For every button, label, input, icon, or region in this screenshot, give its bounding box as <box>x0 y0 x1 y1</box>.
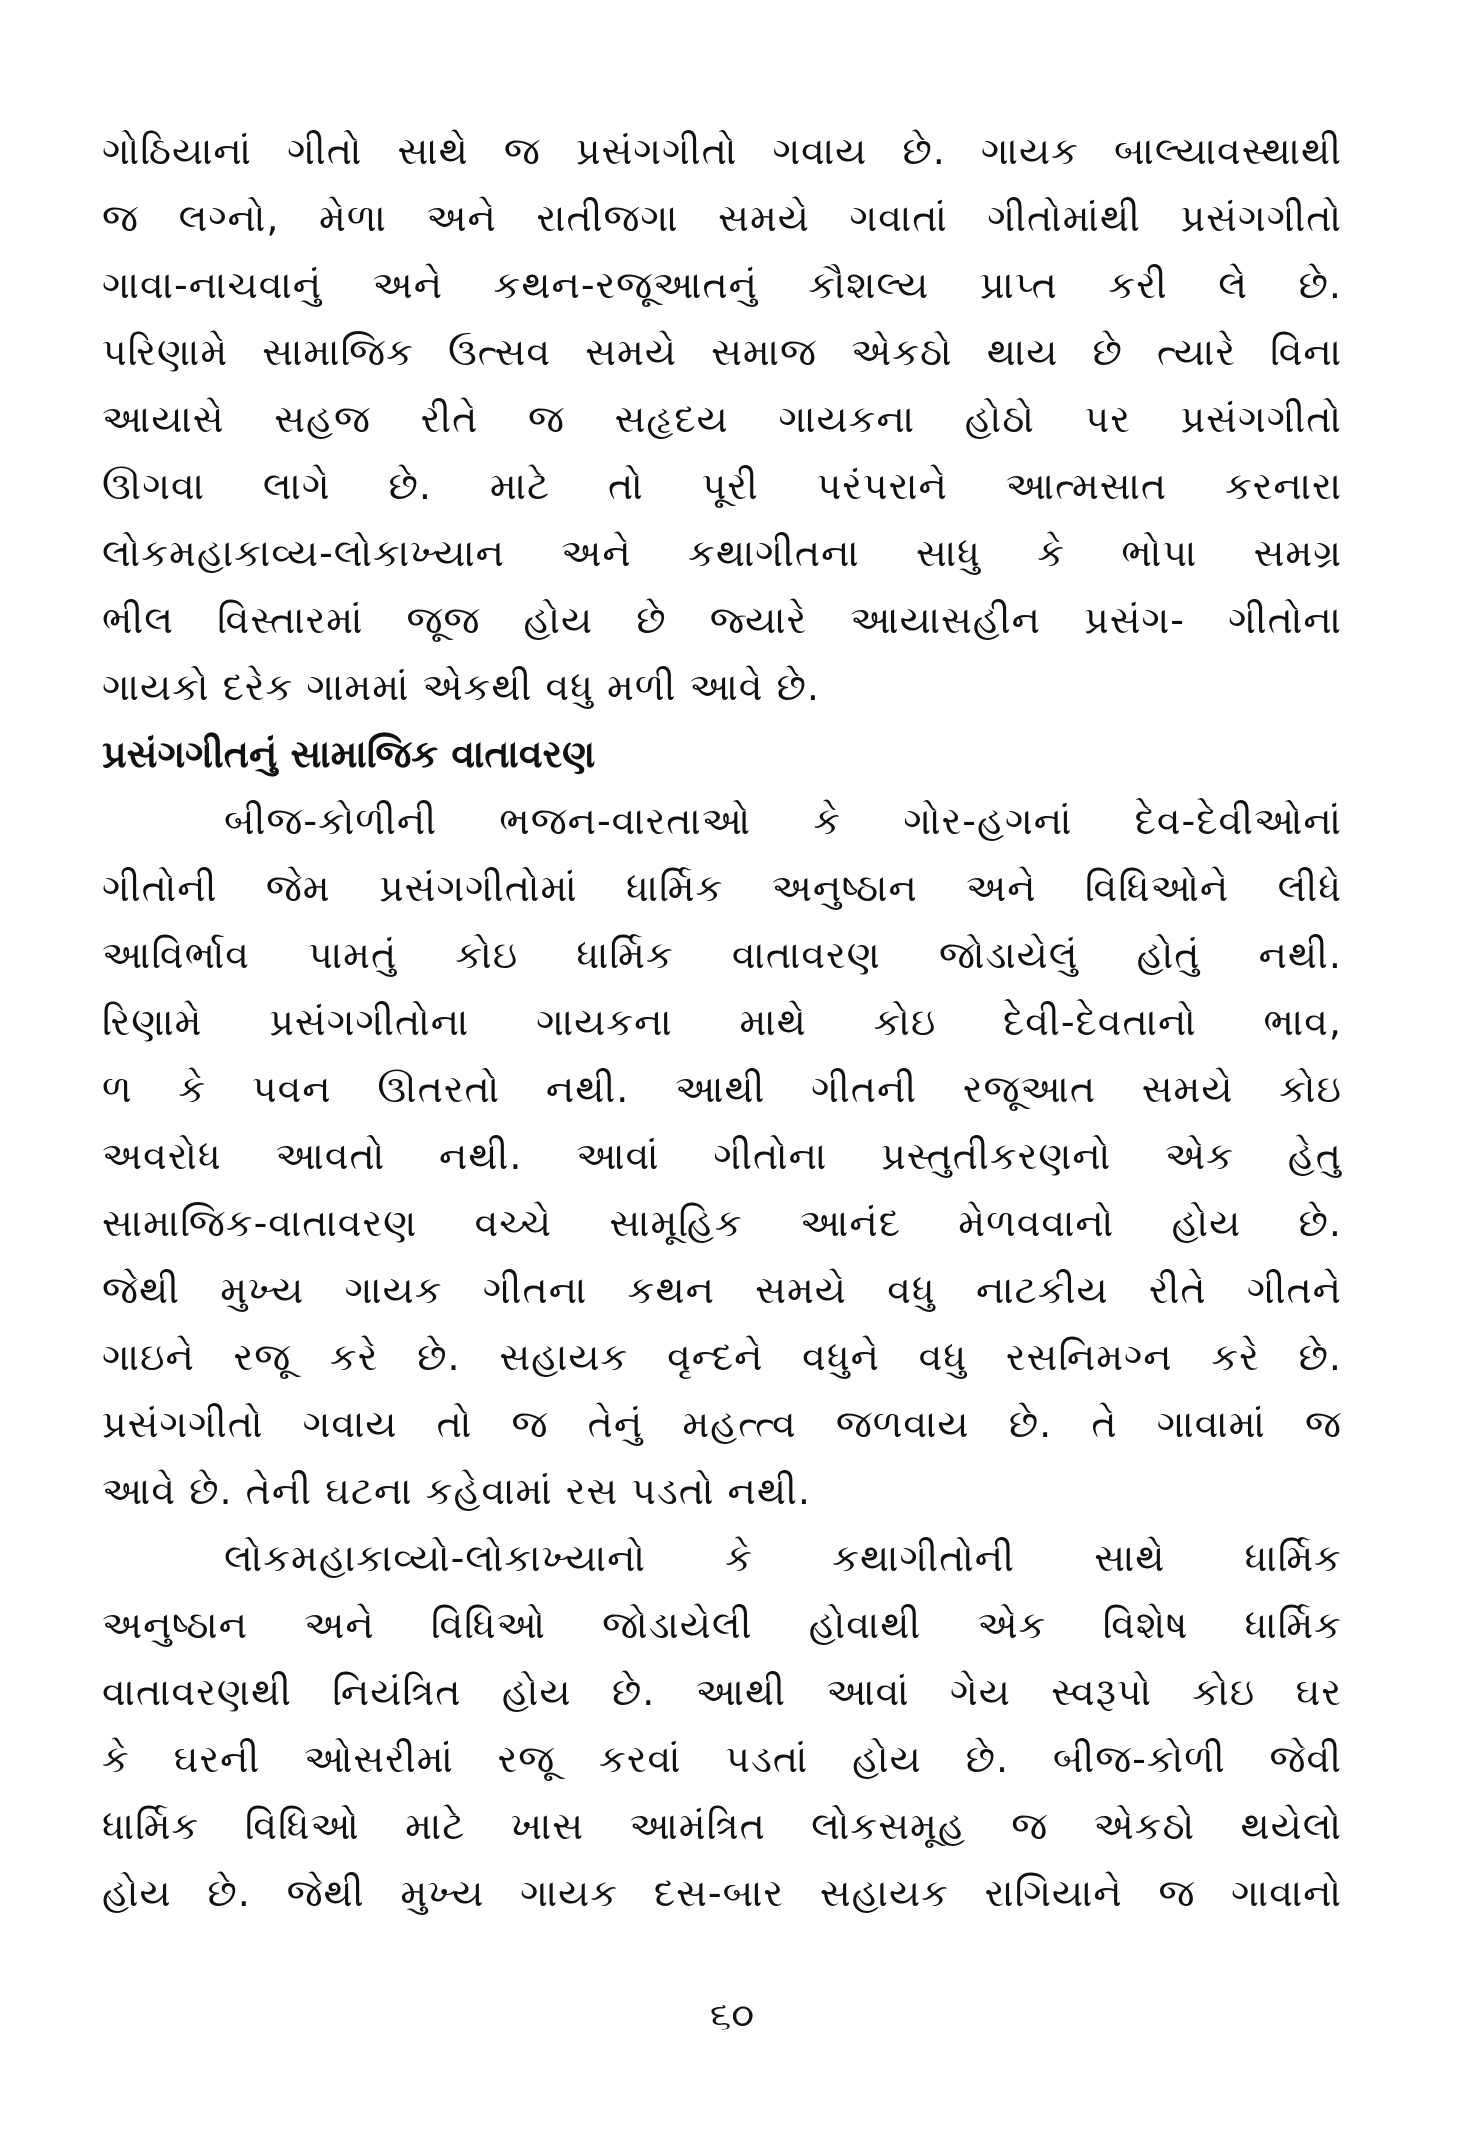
paragraph-2-line: પ્રસંગગીતો ગવાય તો જ તેનું મહત્ત્વ જળવાય છે. તે ગાવામાં જ <box>102 1402 1342 1446</box>
paragraph-3-line: લોકમહાકાવ્યો-લોકાખ્યાનો કે કથાગીતોની સાથે ધાર્મિક <box>224 1536 1342 1580</box>
paragraph-3-line: ધાર્મિક વિધિઓ માટે ખાસ આમંત્રિત લોકસમૂહ જ એકઠો થયેલો <box>102 1804 1342 1848</box>
paragraph-1-line: ગાયકો દરેક ગામમાં એકથી વધુ મળી આવે છે. <box>102 665 820 709</box>
paragraph-3-line: હોય છે. જેથી મુખ્ય ગાયક દસ-બાર સહાયક રાગિયાને જ ગાવાનો <box>102 1871 1342 1915</box>
paragraph-1-line: લોકમહાકાવ્ય-લોકાખ્યાન અને કથાગીતના સાધુ કે ભોપા સમગ્ર <box>102 531 1342 575</box>
paragraph-1-line: જ લગ્નો, મેળા અને રાતીજગા સમયે ગવાતાં ગીતોમાંથી પ્રસંગગીતો <box>102 196 1342 240</box>
paragraph-2-line: આવે છે. તેની ઘટના કહેવામાં રસ પડતો નથી. <box>102 1469 811 1513</box>
paragraph-3-line: વાતાવરણથી નિયંત્રિત હોય છે. આથી આવાં ગેય સ્વરૂપો કોઇ ઘર <box>102 1670 1342 1714</box>
page-body <box>102 118 1342 1927</box>
paragraph-2-line: આવિર્ભાવ પામતું કોઇ ધાર્મિક વાતાવરણ જોડાયેલું હોતું નથી. <box>102 933 1342 977</box>
paragraph-2-line: ગાઇને રજૂ કરે છે. સહાયક વૃન્દને વધુને વધુ રસનિમગ્ન કરે છે. <box>102 1335 1342 1379</box>
paragraph-2-line: બીજ-કોળીની ભજન-વારતાઓ કે ગોર-હગનાં દેવ-દેવીઓનાં <box>224 799 1342 843</box>
section-heading: પ્રસંગગીતનું સામાજિક વાતાવરણ <box>102 732 596 776</box>
paragraph-2-line: ળ કે પવન ઊતરતો નથી. આથી ગીતની રજૂઆત સમયે કોઇ <box>102 1067 1342 1111</box>
paragraph-2-line: ગીતોની જેમ પ્રસંગગીતોમાં ધાર્મિક અનુષ્ઠાન અને વિધિઓને લીધે <box>102 866 1342 910</box>
paragraph-3-line: કે ઘરની ઓસરીમાં રજૂ કરવાં પડતાં હોય છે. બીજ-કોળી જેવી <box>102 1737 1342 1781</box>
paragraph-1-line: ગાવા-નાચવાનું અને કથન-રજૂઆતનું કૌશલ્ય પ્રાપ્ત કરી લે છે. <box>102 263 1342 307</box>
paragraph-3-line: અનુષ્ઠાન અને વિધિઓ જોડાયેલી હોવાથી એક વિશેષ ધાર્મિક <box>102 1603 1342 1647</box>
paragraph-1-line: ગોઠિયાનાં ગીતો સાથે જ પ્રસંગગીતો ગવાય છે. ગાયક બાલ્યાવસ્થાથી <box>102 129 1342 173</box>
paragraph-1-line: પરિણામે સામાજિક ઉત્સવ સમયે સમાજ એકઠો થાય છે ત્યારે વિના <box>102 330 1342 374</box>
paragraph-1-line: ભીલ વિસ્તારમાં જૂજ હોય છે જ્યારે આયાસહીન પ્રસંગ- ગીતોના <box>102 598 1342 642</box>
page-number: ૬૦ <box>709 1993 755 2037</box>
paragraph-2-line: રિણામે પ્રસંગગીતોના ગાયકના માથે કોઇ દેવી-દેવતાનો ભાવ, <box>102 1000 1342 1044</box>
paragraph-2-line: સામાજિક-વાતાવરણ વચ્ચે સામૂહિક આનંદ મેળવવાનો હોય છે. <box>102 1201 1342 1245</box>
paragraph-2-line: અવરોધ આવતો નથી. આવાં ગીતોના પ્રસ્તુતીકરણનો એક હેતુ <box>102 1134 1342 1178</box>
paragraph-2-line: જેથી મુખ્ય ગાયક ગીતના કથન સમયે વધુ નાટકીય રીતે ગીતને <box>102 1268 1342 1312</box>
paragraph-1-line: ઊગવા લાગે છે. માટે તો પૂરી પરંપરાને આત્મસાત કરનારા <box>102 464 1342 508</box>
paragraph-1-line: આયાસે સહજ રીતે જ સહૃદય ગાયકના હોઠો પર પ્રસંગગીતો <box>102 397 1342 441</box>
